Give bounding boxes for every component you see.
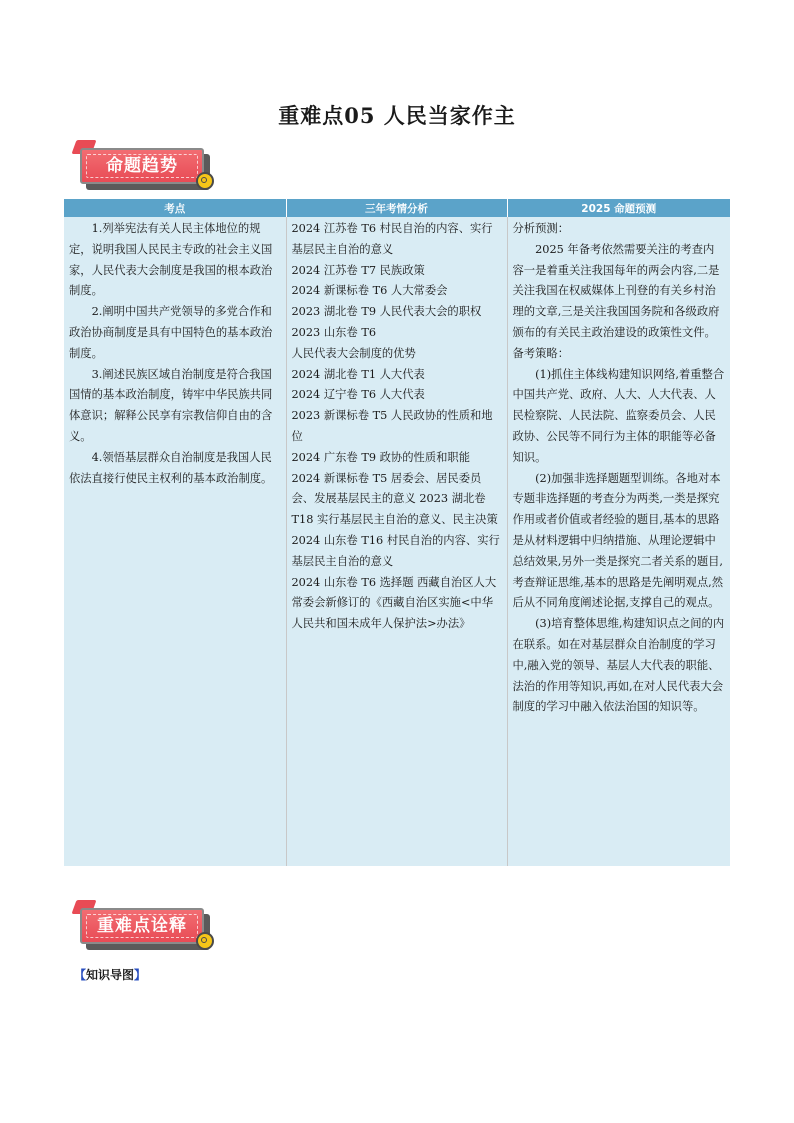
analysis-text: 2025 年备考依然需要关注的考查内容一是着重关注我国每年的两会内容,二是关注我国在权威媒体上刊登的有关乡村治理的文章,三是关注我国国务院和各级政府颁布的有关民主政治建设的政策性文件。 — [512, 242, 720, 339]
exam-point-item: 3.阐述民族区域自治制度是符合我国国情的基本政治制度，铸牢中华民族共同体意识；解释公民享有宗教信仰自由的含义。 — [69, 367, 273, 443]
analysis-item: 2024 山东卷 T6 选择题 西藏自治区人大常委会新修订的《西藏自治区实施<中华人民共和国未成年人保护法>办法》 — [291, 575, 497, 631]
analysis-item: 人民代表大会制度的优势 — [291, 346, 416, 360]
coin-icon — [196, 932, 214, 950]
analysis-item: 2023 新课标卷 T5 人民政协的性质和地位 — [291, 409, 493, 443]
strategy-item: (3)培育整体思维,构建知识点之间的内在联系。如在对基层群众自治制度的学习中,融入党的领导、基层人大代表的职能、法治的作用等知识,再如,在对人民代表大会制度的学习中融入依法治国的知识等。 — [512, 617, 725, 714]
explain-banner-label: 重难点诠释 — [97, 916, 187, 936]
table-header-row — [64, 199, 730, 217]
explain-banner — [80, 908, 218, 956]
knowledge-map-heading — [74, 966, 146, 983]
trend-banner — [80, 148, 218, 196]
page-title: 重难点05 人民当家作主 — [278, 103, 516, 128]
strategy-label: 备考策略： — [512, 346, 569, 360]
strategy-item: (1)抓住主体线构建知识网络,着重整合中国共产党、政府、人大、人大代表、人民检察院、人民法院、监察委员会、人民政协、公民等不同行为主体的职能等必备知识。 — [512, 367, 725, 464]
analysis-item: 2023 山东卷 T6 — [291, 325, 377, 339]
header-2025-prediction: 2025 命题预测 — [507, 199, 730, 217]
header-three-year-analysis: 三年考情分析 — [286, 199, 507, 217]
bracket-close: 】 — [134, 968, 147, 982]
exam-point-item: 2.阐明中国共产党领导的多党合作和政治协商制度是具有中国特色的基本政治制度。 — [69, 305, 273, 360]
header-exam-point: 考点 — [64, 199, 286, 217]
analysis-item: 2024 广东卷 T9 政协的性质和职能 — [291, 450, 471, 464]
exam-point-item: 4.领悟基层群众自治制度是我国人民依法直接行使民主权利的基本政治制度。 — [69, 450, 273, 485]
exam-point-cell — [64, 217, 286, 866]
prediction-cell — [507, 217, 730, 866]
analysis-item: 2024 新课标卷 T6 人大常委会 — [291, 284, 448, 298]
analysis-item: 2024 新课标卷 T5 居委会、居民委员会、发展基层民主的意义 2023 湖北卷 T18 实行基层民主自治的意义、民主决策 — [291, 471, 498, 527]
knowledge-map-label: 知识导图 — [86, 968, 135, 982]
analysis-item: 2024 辽宁卷 T6 人大代表 — [291, 388, 425, 402]
exam-point-item: 1.列举宪法有关人民主体地位的规定，说明我国人民民主专政的社会主义国家，人民代表大会制度是我国的根本政治制度。 — [69, 222, 273, 298]
analysis-item: 2024 江苏卷 T7 民族政策 — [291, 263, 425, 277]
strategy-item: (2)加强非选择题题型训练。各地对本专题非选择题的考查分为两类,一类是探究作用或者价值或者经验的题目,基本的思路是从材料逻辑中归纳措施、从理论逻辑中总结效果,另外一类是探究二者关系的题目,考查辩证思维,基本的思路是先阐明观点,然后从不同角度阐述论据,支撑自己的观点。 — [512, 471, 724, 610]
analysis-item: 2024 湖北卷 T1 人大代表 — [291, 367, 425, 381]
table-row — [64, 217, 730, 866]
analysis-item: 2023 湖北卷 T9 人民代表大会的职权 — [291, 305, 482, 319]
trend-table — [64, 199, 730, 866]
analysis-label: 分析预测： — [512, 222, 569, 235]
coin-icon — [196, 172, 214, 190]
analysis-item: 2024 山东卷 T16 村民自治的内容、实行基层民主自治的意义 — [291, 533, 500, 568]
analysis-cell — [286, 217, 507, 866]
bracket-open: 【 — [74, 968, 87, 982]
analysis-item: 2024 江苏卷 T6 村民自治的内容、实行基层民主自治的意义 — [291, 222, 493, 256]
trend-banner-label: 命题趋势 — [106, 156, 178, 176]
